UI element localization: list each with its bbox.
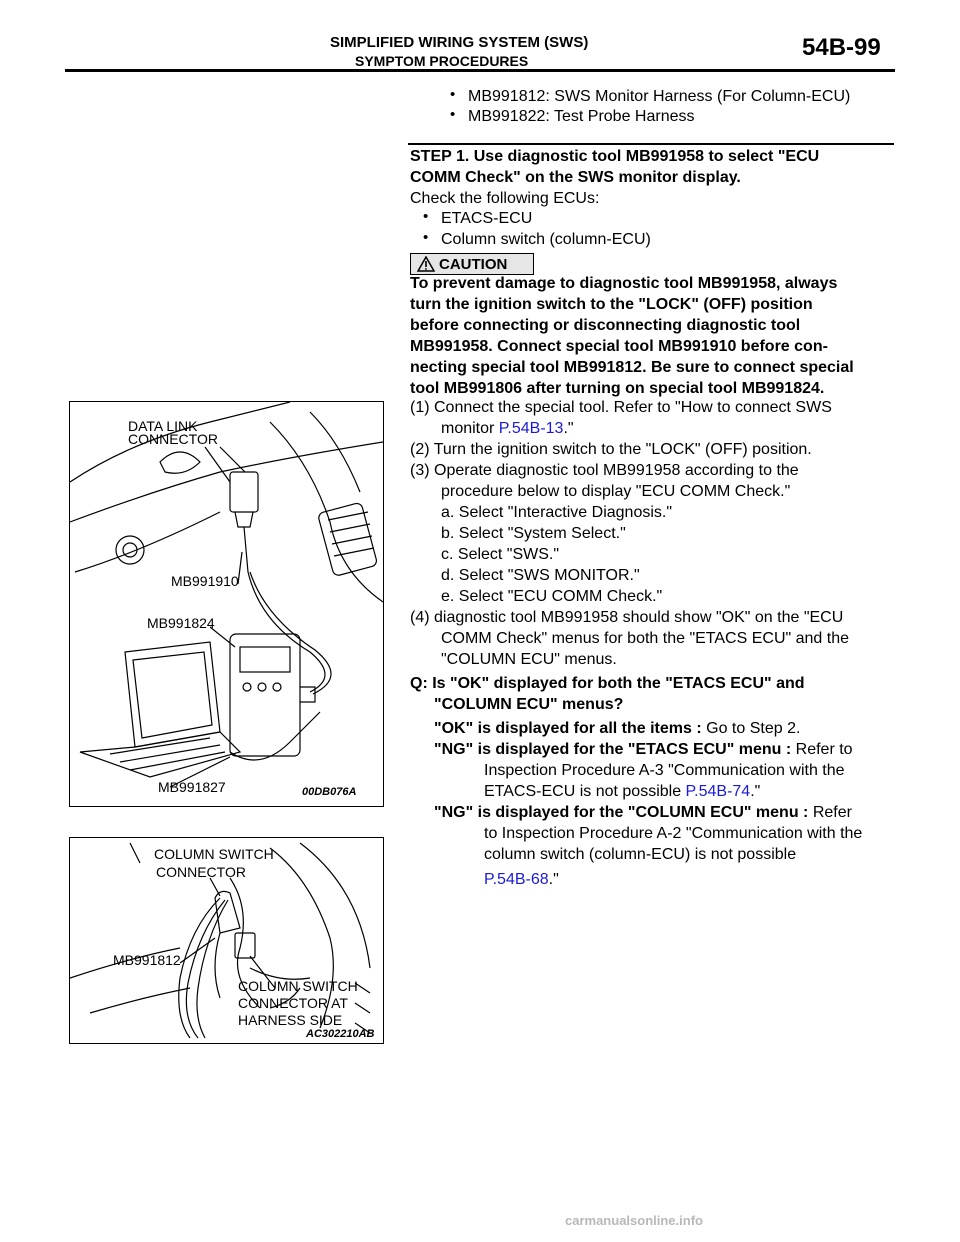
header-rule <box>65 69 895 72</box>
question-line2: "COLUMN ECU" menus? <box>434 696 624 713</box>
caution-line: tool MB991806 after turning on special tool MB991824. <box>410 380 825 397</box>
link-p54b-68[interactable]: P.54B-68 <box>484 871 549 888</box>
procedure-step-1-cont <box>441 418 574 440</box>
procedure-step-4-cont: COMM Check" menus for both the "ETACS ECU" and the <box>441 630 850 647</box>
answer-ok-label: "OK" is displayed for all the items : <box>434 720 707 737</box>
caution-badge <box>410 253 534 275</box>
answer-ng1-cont <box>484 781 760 803</box>
header-title: SIMPLIFIED WIRING SYSTEM (SWS) <box>330 34 589 51</box>
label-dlc-2: CONNECTOR <box>128 431 218 447</box>
answer-ng1-text: Refer to <box>795 741 853 758</box>
header-subtitle: SYMPTOM PROCEDURES <box>355 53 529 69</box>
caution-line: turn the ignition switch to the "LOCK" (OFF) position <box>410 296 813 313</box>
answer-ng1-cont: Inspection Procedure A-3 "Communication with the <box>484 762 845 779</box>
bullet-icon: • <box>423 229 429 246</box>
answer-ng1 <box>434 739 853 761</box>
answer-ng2-cont <box>484 869 559 891</box>
label-mb991910: MB991910 <box>171 573 239 589</box>
label-harness-1: COLUMN SWITCH <box>238 978 358 994</box>
answer-ng1-label: "NG" is displayed for the "ETACS ECU" menu : <box>434 741 796 758</box>
answer-ng2 <box>434 802 852 824</box>
page-number: 54B-99 <box>802 34 881 61</box>
procedure-step-1: (1) Connect the special tool. Refer to "How to connect SWS <box>410 399 832 416</box>
figure-column-switch-connection <box>69 837 384 1044</box>
label-harness-2: CONNECTOR AT <box>238 995 348 1011</box>
sub-step-a: a. Select "Interactive Diagnosis." <box>441 504 673 521</box>
step1-intro: Check the following ECUs: <box>410 190 600 207</box>
bullet-icon: • <box>423 208 429 225</box>
procedure-step-3: (3) Operate diagnostic tool MB991958 according to the <box>410 462 799 479</box>
label-column-switch-1: COLUMN SWITCH <box>154 846 274 862</box>
label-harness-3: HARNESS SIDE <box>238 1012 343 1028</box>
footer-watermark: carmanualsonline.info <box>565 1213 703 1228</box>
label-column-switch-2: CONNECTOR <box>156 864 246 880</box>
procedure-text: monitor <box>441 420 499 437</box>
answer-ok <box>434 718 800 740</box>
answer-text: ETACS-ECU is not possible <box>484 783 686 800</box>
warning-triangle-icon <box>417 256 435 272</box>
label-mb991827: MB991827 <box>158 779 226 795</box>
link-p54b-13[interactable]: P.54B-13 <box>498 420 564 437</box>
procedure-step-4: (4) diagnostic tool MB991958 should show "OK" on the "ECU <box>410 609 844 626</box>
figure-code: AC302210AB <box>306 1028 375 1040</box>
label-mb991824: MB991824 <box>147 615 215 631</box>
ecu-item: ETACS-ECU <box>441 210 533 227</box>
caution-line: before connecting or disconnecting diagnostic tool <box>410 317 801 334</box>
answer-ng2-label: "NG" is displayed for the "COLUMN ECU" menu : <box>434 804 813 821</box>
sub-step-b: b. Select "System Select." <box>441 525 626 542</box>
answer-ng2-text: Refer <box>812 804 852 821</box>
answer-ng2-cont: to Inspection Procedure A-2 "Communication with the <box>484 825 863 842</box>
link-p54b-74[interactable]: P.54B-74 <box>685 783 751 800</box>
answer-ng2-cont: column switch (column-ECU) is not possible <box>484 846 797 863</box>
figure-data-link-connection <box>69 401 384 807</box>
procedure-text: ." <box>563 420 574 437</box>
procedure-step-2: (2) Turn the ignition switch to the "LOCK" (OFF) position. <box>410 441 812 458</box>
sub-step-d: d. Select "SWS MONITOR." <box>441 567 640 584</box>
bullet-icon: • <box>450 86 456 103</box>
answer-ok-text: Go to Step 2. <box>706 720 801 737</box>
sub-step-e: e. Select "ECU COMM Check." <box>441 588 663 605</box>
tool-item: MB991812: SWS Monitor Harness (For Column-ECU) <box>468 88 851 105</box>
question-line1: Q: Is "OK" displayed for both the "ETACS ECU" and <box>410 675 805 692</box>
caution-line: necting special tool MB991812. Be sure to connect special <box>410 359 854 376</box>
step1-heading-line2: COMM Check" on the SWS monitor display. <box>410 169 741 186</box>
answer-text: ." <box>548 871 559 888</box>
bullet-icon: • <box>450 106 456 123</box>
figure-illustration <box>70 402 383 806</box>
caution-line: To prevent damage to diagnostic tool MB991958, always <box>410 275 838 292</box>
ecu-item: Column switch (column-ECU) <box>441 231 651 248</box>
step-divider <box>408 143 894 145</box>
label-dlc-1: DATA LINK <box>128 418 198 434</box>
procedure-step-3-cont: procedure below to display "ECU COMM Check." <box>441 483 791 500</box>
figure-code: 00DB076A <box>302 786 357 798</box>
label-mb991812: MB991812 <box>113 952 181 968</box>
caution-label: CAUTION <box>439 256 508 273</box>
caution-line: MB991958. Connect special tool MB991910 before con- <box>410 338 828 355</box>
sub-step-c: c. Select "SWS." <box>441 546 560 563</box>
step1-heading-line1: STEP 1. Use diagnostic tool MB991958 to select "ECU <box>410 148 820 165</box>
procedure-step-4-cont: "COLUMN ECU" menus. <box>441 651 617 668</box>
answer-text: ." <box>750 783 761 800</box>
tool-item: MB991822: Test Probe Harness <box>468 108 695 125</box>
